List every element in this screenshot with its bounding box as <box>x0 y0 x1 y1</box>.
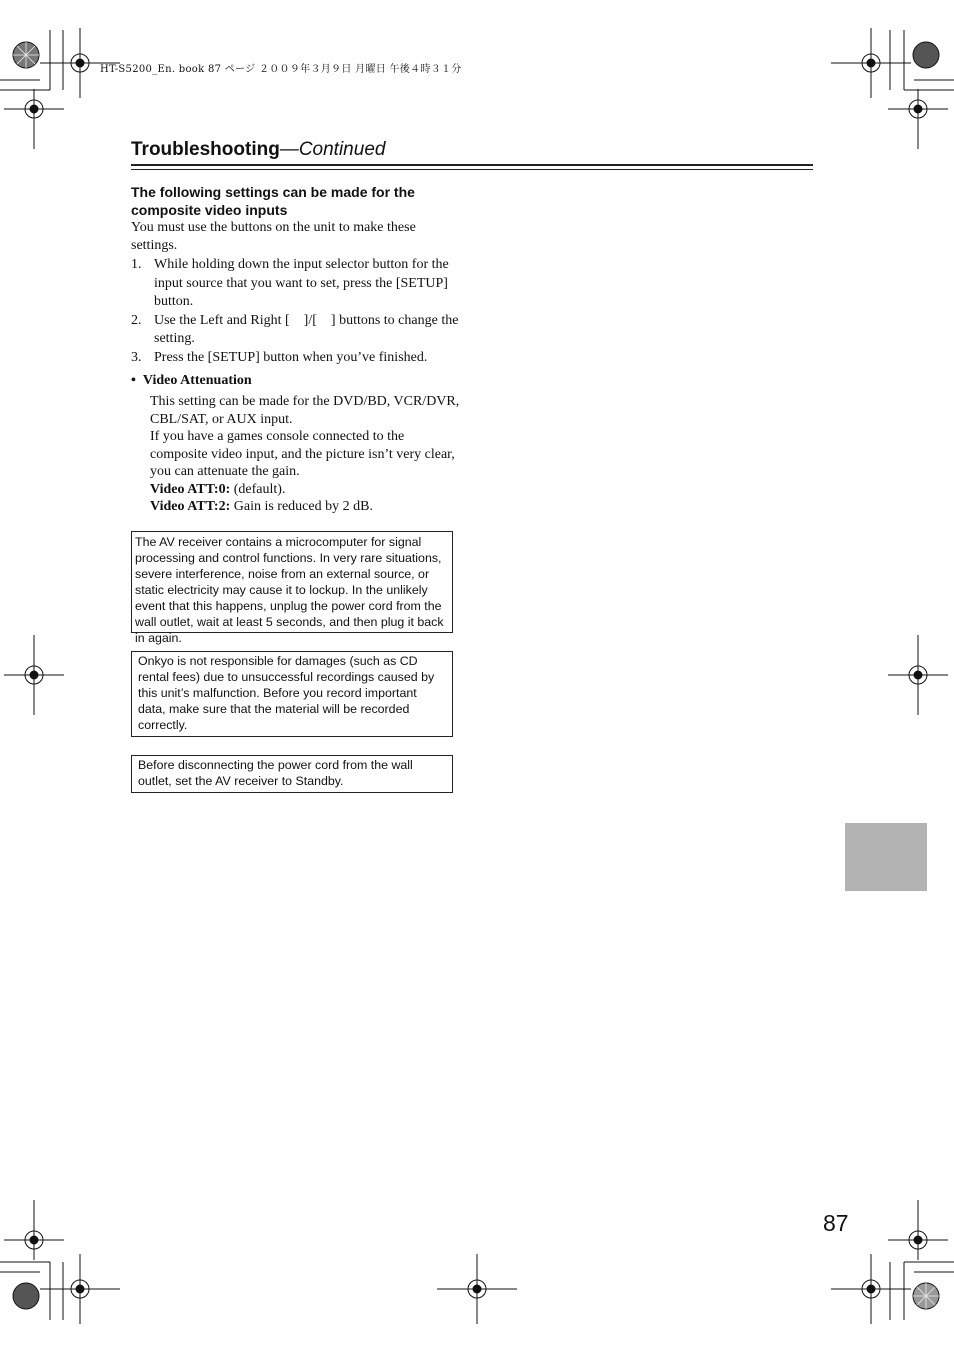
step-text: While holding down the input selector button for the input source that you want to set, press the [SETUP] button. <box>154 257 449 309</box>
step-text: Press the [SETUP] button when you’ve finished. <box>154 349 428 365</box>
section-tab <box>845 823 927 891</box>
va-option-2-text: Gain is reduced by 2 dB. <box>230 499 373 514</box>
step-text: Use the Left and Right [ ]/[ ] buttons to change the setting. <box>154 312 459 346</box>
step-item <box>131 256 461 312</box>
va-option-2 <box>150 498 460 516</box>
video-attenuation-body <box>150 393 460 516</box>
step-number: 3. <box>131 349 142 365</box>
notice-microcomputer: The AV receiver contains a microcomputer for signal processing and control functions. In very rare situations, severe interference, noise from an external source, or static electricity may cause it to lockup. In the unlikely event that this happens, unplug the power cord from the wall outlet, wait at least 5 seconds, and then plug it back in again. <box>131 531 453 633</box>
va-option-2-label: Video ATT:2: <box>150 499 231 514</box>
va-option-0 <box>150 481 460 499</box>
va-option-0-text: (default). <box>230 481 286 497</box>
title-rule <box>131 164 813 166</box>
title-main: Troubleshooting <box>131 139 280 160</box>
bullet-marker: • <box>131 373 136 388</box>
step-item <box>131 349 461 368</box>
va-option-0-label: Video ATT:0: <box>150 481 231 497</box>
section-heading: The following settings can be made for the composite video inputs <box>131 184 415 218</box>
video-attenuation-title: Video Attenuation <box>142 373 252 388</box>
title-continued: —Continued <box>279 139 386 160</box>
page-number: 87 <box>823 1210 849 1236</box>
video-attenuation-heading <box>131 373 461 389</box>
notice-standby: Before disconnecting the power cord from the wall outlet, set the AV receiver to Standby. <box>131 755 453 793</box>
page-title <box>131 139 385 161</box>
va-paragraph-1: This setting can be made for the DVD/BD, VCR/DVR, CBL/SAT, or AUX input. <box>150 394 460 427</box>
section-intro: You must use the buttons on the unit to make these settings. <box>131 220 416 253</box>
step-number: 2. <box>131 312 142 328</box>
print-header: HT-S5200_En. book 87 ページ ２００９年３月９日 月曜日 午後４時３１分 <box>100 64 462 75</box>
step-number: 1. <box>131 257 142 272</box>
va-paragraph-2: If you have a games console connected to the composite video input, and the picture isn’t very clear, you can attenuate the gain. <box>150 429 455 479</box>
step-item <box>131 312 461 349</box>
title-rule-thin <box>131 169 813 170</box>
steps-list <box>131 256 461 367</box>
notice-disclaimer: Onkyo is not responsible for damages (such as CD rental fees) due to unsuccessful recordings caused by this unit’s malfunction. Before you record important data, make sure that the material will be recorded correctly. <box>131 651 453 737</box>
